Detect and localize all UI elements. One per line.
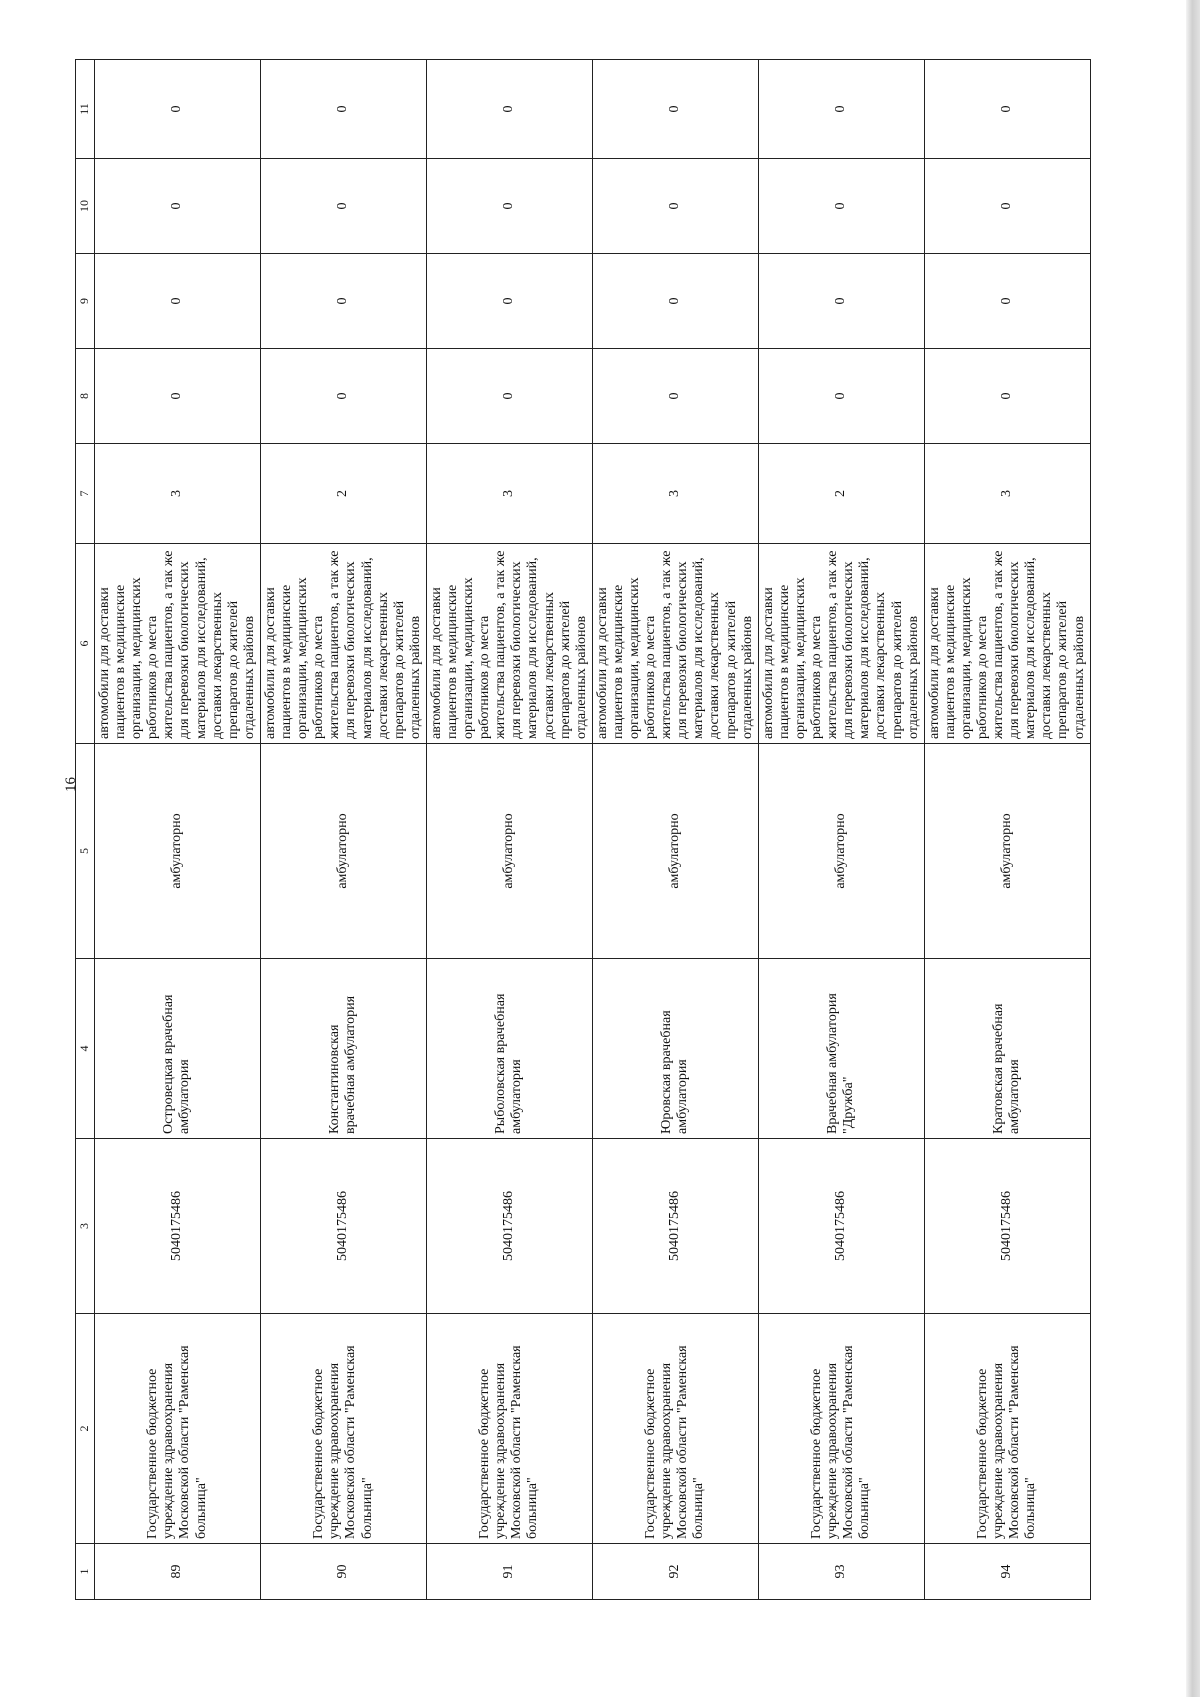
col-header-6: 6 — [76, 544, 95, 744]
vehicle-purpose: автомобили для доставки пациентов в медицинские организации, медицинских работников до места жительства пациентов, а так же для перевозки биологических материалов для исследований, доставки лекарственных препаратов до жителей отдаленных районов — [924, 544, 1090, 744]
inn-value: 5040175486 — [592, 1139, 758, 1314]
col7-value: 3 — [924, 444, 1090, 544]
facility-name: Константиновская врачебная амбулатория — [260, 959, 426, 1139]
col11-value: 0 — [260, 60, 426, 159]
rotated-table-wrapper — [75, 60, 1087, 1600]
vehicle-purpose: автомобили для доставки пациентов в медицинские организации, медицинских работников до места жительства пациентов, а так же для перевозки биологических материалов для исследований, доставки лекарственных препаратов до жителей отдаленных районов — [426, 544, 592, 744]
col11-value: 0 — [95, 60, 261, 159]
col-header-7: 7 — [76, 444, 95, 544]
col-header-5: 5 — [76, 744, 95, 959]
col11-value: 0 — [758, 60, 924, 159]
col10-value: 0 — [260, 159, 426, 254]
col9-value: 0 — [95, 254, 261, 349]
care-type: амбулаторно — [924, 744, 1090, 959]
inn-value: 5040175486 — [758, 1139, 924, 1314]
col10-value: 0 — [95, 159, 261, 254]
col8-value: 0 — [924, 349, 1090, 444]
care-type: амбулаторно — [95, 744, 261, 959]
col8-value: 0 — [592, 349, 758, 444]
col7-value: 3 — [95, 444, 261, 544]
vehicle-purpose: автомобили для доставки пациентов в медицинские организации, медицинских работников до места жительства пациентов, а так же для перевозки биологических материалов для исследований, доставки лекарственных препаратов до жителей отдаленных районов — [758, 544, 924, 744]
col7-value: 3 — [592, 444, 758, 544]
page-number: 16 — [63, 777, 79, 792]
col11-value: 0 — [592, 60, 758, 159]
care-type: амбулаторно — [426, 744, 592, 959]
vehicle-purpose: автомобили для доставки пациентов в медицинские организации, медицинских работников до места жительства пациентов, а так же для перевозки биологических материалов для исследований, доставки лекарственных препаратов до жителей отдаленных районов — [592, 544, 758, 744]
col8-value: 0 — [260, 349, 426, 444]
table-row — [924, 60, 1090, 1600]
row-number: 89 — [95, 1544, 261, 1600]
row-number: 94 — [924, 1544, 1090, 1600]
col7-value: 2 — [260, 444, 426, 544]
table-row — [426, 60, 592, 1600]
col8-value: 0 — [758, 349, 924, 444]
row-number: 90 — [260, 1544, 426, 1600]
col10-value: 0 — [426, 159, 592, 254]
col8-value: 0 — [95, 349, 261, 444]
column-number-header — [76, 60, 95, 1600]
col8-value: 0 — [426, 349, 592, 444]
col10-value: 0 — [758, 159, 924, 254]
inn-value: 5040175486 — [260, 1139, 426, 1314]
vehicle-purpose: автомобили для доставки пациентов в медицинские организации, медицинских работников до места жительства пациентов, а так же для перевозки биологических материалов для исследований, доставки лекарственных препаратов до жителей отдаленных районов — [260, 544, 426, 744]
vehicle-purpose: автомобили для доставки пациентов в медицинские организации, медицинских работников до места жительства пациентов, а так же для перевозки биологических материалов для исследований, доставки лекарственных препаратов до жителей отдаленных районов — [95, 544, 261, 744]
col-header-1: 1 — [76, 1544, 95, 1600]
col9-value: 0 — [260, 254, 426, 349]
col-header-2: 2 — [76, 1314, 95, 1544]
facility-name: Островецкая врачебная амбулатория — [95, 959, 261, 1139]
table-row — [260, 60, 426, 1600]
col-header-8: 8 — [76, 349, 95, 444]
vehicles-table — [75, 59, 1091, 1600]
col-header-3: 3 — [76, 1139, 95, 1314]
col-header-4: 4 — [76, 959, 95, 1139]
inn-value: 5040175486 — [924, 1139, 1090, 1314]
organization-name: Государственное бюджетное учреждение здравоохранения Московской области "Раменская больница" — [758, 1314, 924, 1544]
col-header-10: 10 — [76, 159, 95, 254]
care-type: амбулаторно — [758, 744, 924, 959]
organization-name: Государственное бюджетное учреждение здравоохранения Московской области "Раменская больница" — [260, 1314, 426, 1544]
col7-value: 3 — [426, 444, 592, 544]
facility-name: Кратовская врачебная амбулатория — [924, 959, 1090, 1139]
organization-name: Государственное бюджетное учреждение здравоохранения Московской области "Раменская больница" — [95, 1314, 261, 1544]
table-row — [758, 60, 924, 1600]
facility-name: Рыболовская врачебная амбулатория — [426, 959, 592, 1139]
inn-value: 5040175486 — [95, 1139, 261, 1314]
table-row — [592, 60, 758, 1600]
col9-value: 0 — [426, 254, 592, 349]
col9-value: 0 — [924, 254, 1090, 349]
inn-value: 5040175486 — [426, 1139, 592, 1314]
scan-edge — [1186, 0, 1200, 1697]
table-row — [95, 60, 261, 1600]
care-type: амбулаторно — [260, 744, 426, 959]
col9-value: 0 — [592, 254, 758, 349]
col-header-11: 11 — [76, 60, 95, 159]
col9-value: 0 — [758, 254, 924, 349]
organization-name: Государственное бюджетное учреждение здравоохранения Московской области "Раменская больница" — [592, 1314, 758, 1544]
organization-name: Государственное бюджетное учреждение здравоохранения Московской области "Раменская больница" — [426, 1314, 592, 1544]
col11-value: 0 — [426, 60, 592, 159]
col11-value: 0 — [924, 60, 1090, 159]
organization-name: Государственное бюджетное учреждение здравоохранения Московской области "Раменская больница" — [924, 1314, 1090, 1544]
row-number: 92 — [592, 1544, 758, 1600]
facility-name: Юровская врачебная амбулатория — [592, 959, 758, 1139]
col-header-9: 9 — [76, 254, 95, 349]
care-type: амбулаторно — [592, 744, 758, 959]
row-number: 93 — [758, 1544, 924, 1600]
facility-name: Врачебная амбулатория "Дружба" — [758, 959, 924, 1139]
col10-value: 0 — [924, 159, 1090, 254]
col7-value: 2 — [758, 444, 924, 544]
row-number: 91 — [426, 1544, 592, 1600]
col10-value: 0 — [592, 159, 758, 254]
